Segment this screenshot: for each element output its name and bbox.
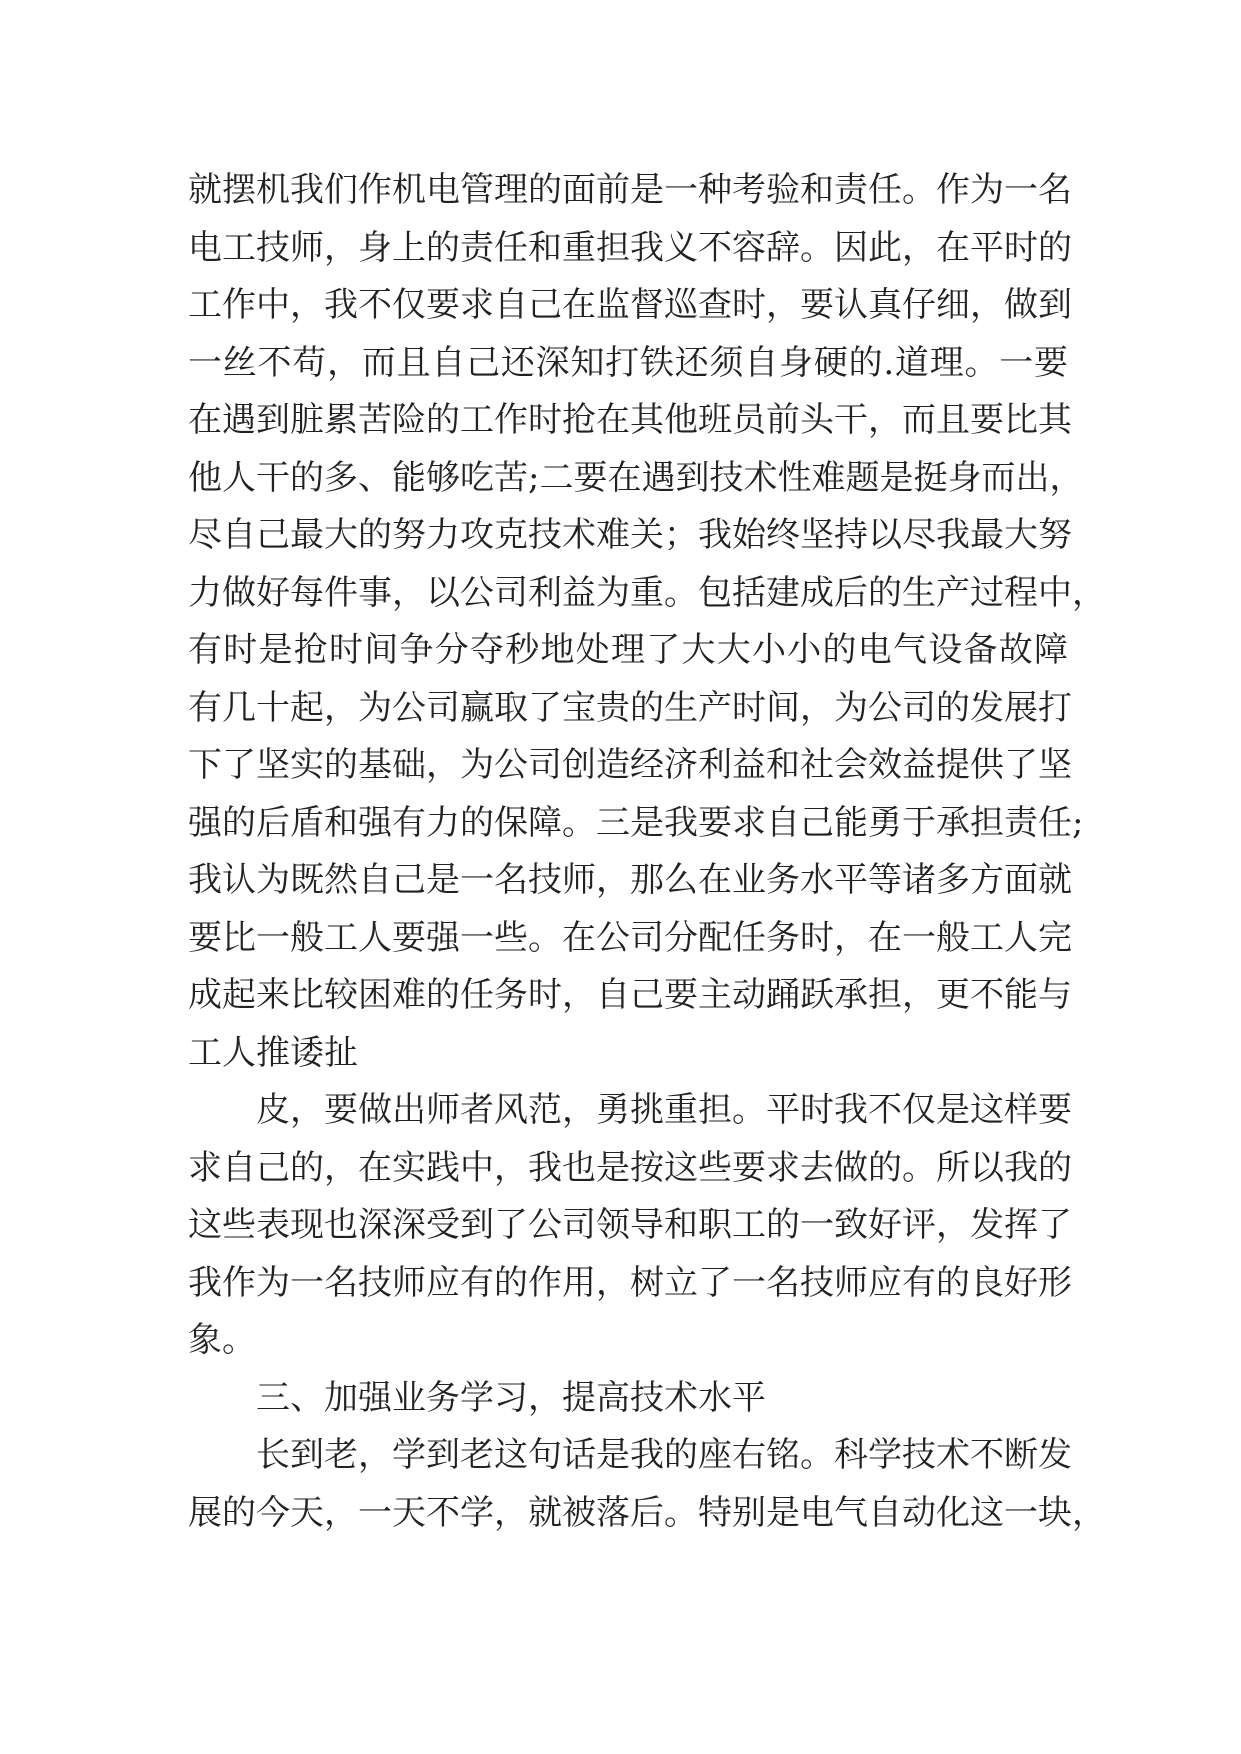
text-line: 这些表现也深深受到了公司领导和职工的一致好评，发挥了 xyxy=(188,1205,1072,1245)
text-line: 有时是抢时间争分夺秒地处理了大大小小的电气设备故障 xyxy=(188,630,1068,670)
text-line: 我认为既然自己是一名技师，那么在业务水平等诸多方面就 xyxy=(188,860,1072,900)
text-line: 尽自己最大的努力攻克技术难关；我始终坚持以尽我最大努 xyxy=(188,515,1072,555)
text-line: 展的今天，一天不学，就被落后。特别是电气自动化这一块， xyxy=(188,1492,1106,1533)
section-heading: 三、加强业务学习，提高技术水平 xyxy=(256,1377,766,1418)
text-line: 皮，要做出师者风范，勇挑重担。平时我不仅是这样要 xyxy=(256,1090,1072,1130)
text-line: 一丝不苟，而且自己还深知打铁还须自身硬的.道理。一要 xyxy=(188,342,1068,383)
text-line: 要比一般工人要强一些。在公司分配任务时，在一般工人完 xyxy=(188,917,1072,958)
text-line: 长到老，学到老这句话是我的座右铭。科学技术不断发 xyxy=(256,1435,1072,1475)
paragraph xyxy=(188,162,1106,1082)
text-line: 就摆机我们作机电管理的面前是一种考验和责任。作为一名 xyxy=(188,170,1072,210)
text-line: 我作为一名技师应有的作用，树立了一名技师应有的良好形 xyxy=(188,1262,1072,1303)
text-line: 在遇到脏累苦险的工作时抢在其他班员前头干，而且要比其 xyxy=(188,400,1072,440)
text-line: 强的后盾和强有力的保障。三是我要求自己能勇于承担责任; xyxy=(188,802,1084,843)
text-line: 求自己的，在实践中，我也是按这些要求去做的。所以我的 xyxy=(188,1147,1072,1188)
text-line: 工人推诿扯 xyxy=(188,1032,358,1073)
text-line: 象。 xyxy=(188,1320,256,1360)
paragraph xyxy=(188,1082,1072,1370)
paragraph xyxy=(188,1427,1106,1542)
document-body xyxy=(188,162,1106,1542)
text-line: 下了坚实的基础，为公司创造经济利益和社会效益提供了坚 xyxy=(188,745,1072,785)
text-line: 有几十起，为公司赢取了宝贵的生产时间，为公司的发展打 xyxy=(188,687,1072,728)
text-line: 力做好每件事，以公司利益为重。包括建成后的生产过程中， xyxy=(188,572,1106,613)
text-line: 工作中，我不仅要求自己在监督巡查时，要认真仔细，做到 xyxy=(188,285,1072,325)
text-line: 他人干的多、能够吃苦;二要在遇到技术性难题是挺身而出， xyxy=(188,457,1084,498)
text-line: 电工技师，身上的责任和重担我义不容辞。因此，在平时的 xyxy=(188,227,1072,268)
text-line: 成起来比较困难的任务时，自己要主动踊跃承担，更不能与 xyxy=(188,975,1072,1015)
